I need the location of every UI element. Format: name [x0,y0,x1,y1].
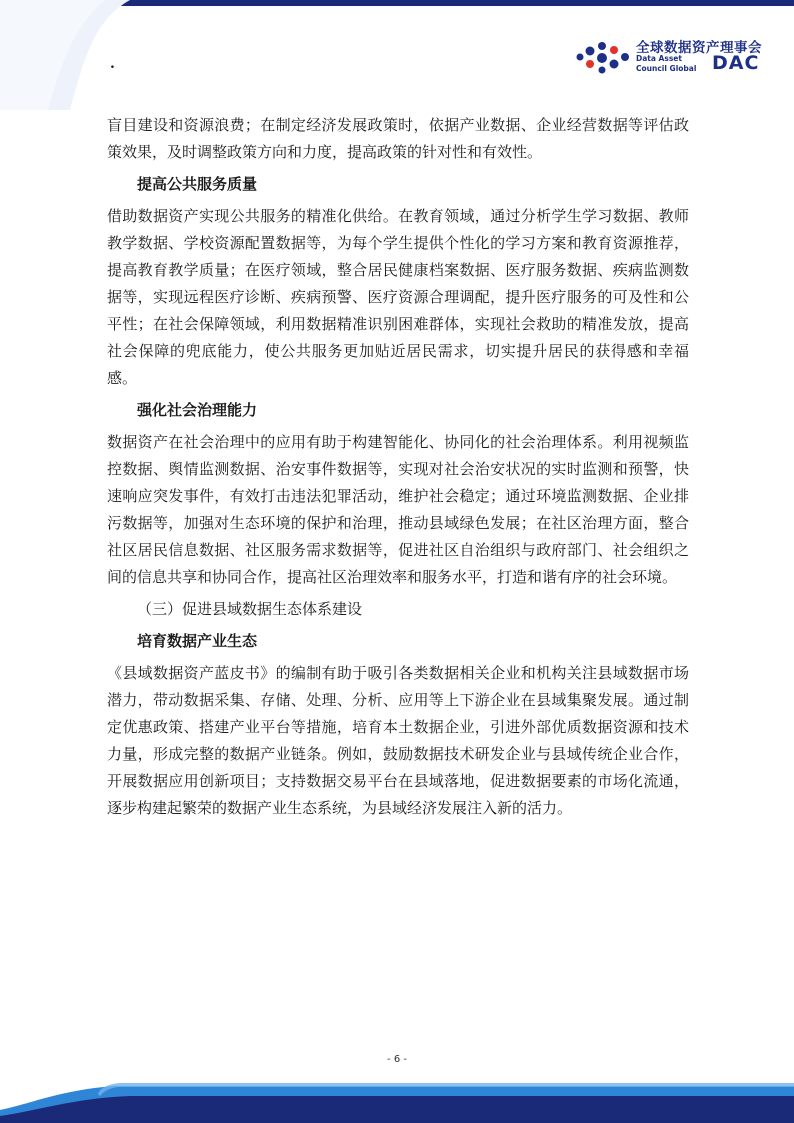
footer-decoration [0,1080,794,1123]
dac-logo [574,36,774,80]
heading-social-governance: 强化社会治理能力 [137,401,258,419]
page-body [107,112,689,822]
molecule-logo-icon [574,38,634,76]
paragraph-public-service: 借助数据资产实现公共服务的精准化供给。在教育领域，通过分析学生学习数据、教师教学数据、学校资源配置数据等，为每个学生提供个性化的学习方案和教育资源推荐，提高教育教学质量；在医疗领域，整合居民健康档案数据、医疗服务数据、疾病监测数据等，实现远程医疗诊断、疾病预警、医疗资源合理调配，提升医疗服务的可及性和公平性；在社会保障领域，利用数据精准识别困难群体，实现社会救助的精准发放，提高社会保障的兜底能力，使公共服务更加贴近居民需求，切实提升居民的获得感和幸福感。 [107,207,689,387]
logo-name-en-line1: Data Asset [636,54,682,63]
paragraph-data-industry: 《县域数据资产蓝皮书》的编制有助于吸引各类数据相关企业和机构关注县域数据市场潜力，带动数据采集、存储、处理、分析、应用等上下游企业在县域集聚发展。通过制定优惠政策、搭建产业平台等措施，培育本土数据企业，引进外部优质数据资源和技术力量，形成完整的数据产业链条。例如，鼓励数据技术研发企业与县域传统企业合作，开展数据应用创新项目；支持数据交易平台在县域落地，促进数据要素的市场化流通，逐步构建起繁荣的数据产业生态系统，为县域经济发展注入新的活力。 [107,664,689,817]
heading-public-service: 提高公共服务质量 [137,175,258,193]
header-mark: . [110,56,115,72]
logo-name-cn: 全球数据资产理事会 [636,40,762,56]
paragraph-policy: 盲目建设和资源浪费；在制定经济发展政策时，依据产业数据、企业经营数据等评估政策效果，及时调整政策方向和力度，提高政策的针对性和有效性。 [107,116,689,161]
page-number: - 6 - [387,1054,407,1065]
heading-data-industry: 培育数据产业生态 [137,632,258,650]
section-title-data-ecosystem: （三）促进县域数据生态体系建设 [137,600,363,618]
logo-abbreviation: DAC [712,52,760,74]
logo-name-en-line2: Council Global [636,64,697,73]
paragraph-social-governance: 数据资产在社会治理中的应用有助于构建智能化、协同化的社会治理体系。利用视频监控数据、舆情监测数据、治安事件数据等，实现对社会治安状况的实时监测和预警，快速响应突发事件，有效打击违法犯罪活动，维护社会稳定；通过环境监测数据、企业排污数据等，加强对生态环境的保护和治理，推动县域绿色发展；在社区治理方面，整合社区居民信息数据、社区服务需求数据等，促进社区自治组织与政府部门、社会组织之间的信息共享和协同合作，提高社区治理效率和服务水平，打造和谐有序的社会环境。 [107,433,689,586]
